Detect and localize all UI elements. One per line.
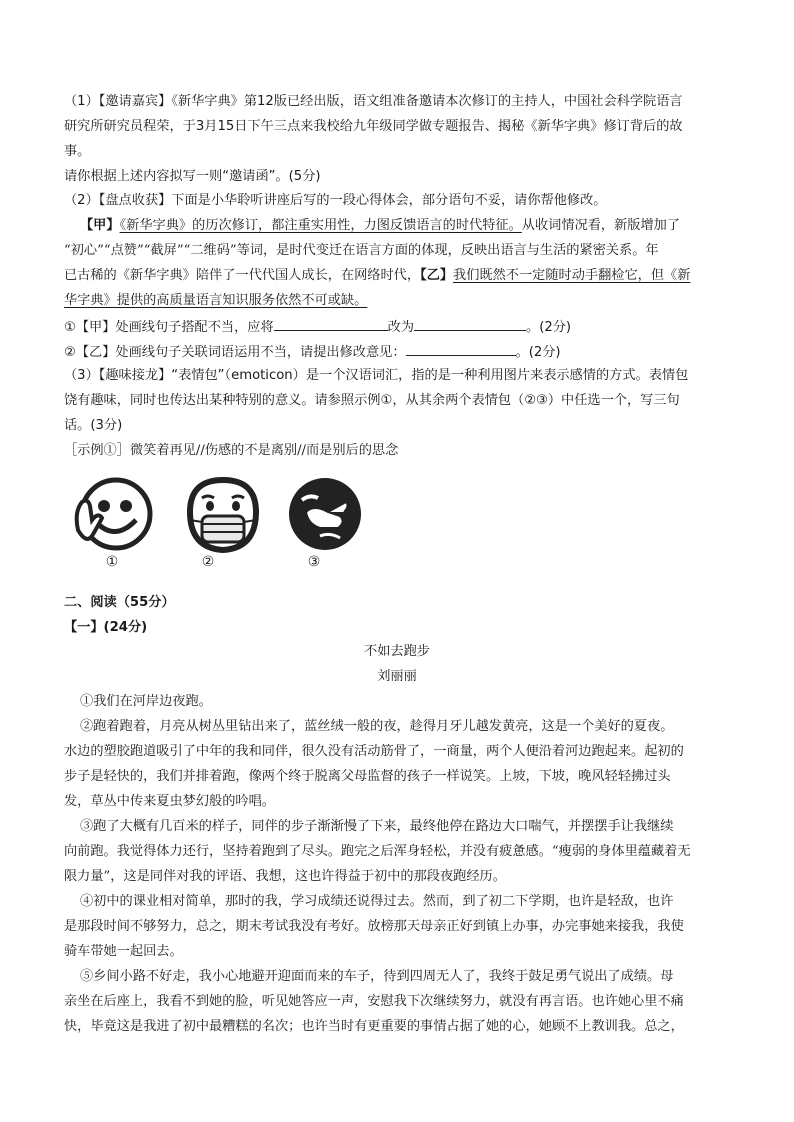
masked-face-emoticon-icon — [178, 472, 268, 562]
article-paragraph-1: ①我们在河岸边夜跑。 — [80, 694, 212, 709]
q1-line-3: 事。 — [64, 144, 91, 159]
answer-blank-3[interactable] — [406, 341, 516, 356]
q2-sub-1-mid: 改为 — [387, 320, 415, 335]
part-1-label: 【一】(24分) — [64, 620, 148, 635]
article-paragraph-3: ③跑了大概有几百米的样子，同伴的步子渐渐慢了下来，最终他停在路边大口喘气，并摆摆手让我继续 — [80, 819, 674, 834]
yi-label: 【乙】 — [420, 268, 454, 283]
article-line: 快，毕竟这是我进了初中最糟糕的名次；也许当时有更重要的事情占据了她的心，她顾不上教训我。总之， — [64, 1019, 684, 1034]
q3-line-3: 话。(3分) — [64, 418, 123, 433]
q2-para-line-4 — [64, 291, 736, 311]
article-line: 步子是轻快的，我们并排着跑，像两个终于脱离父母监督的孩子一样说笑。上坡，下坡，晚风轻轻拂过头 — [64, 769, 671, 784]
answer-blank-2[interactable] — [414, 316, 526, 331]
q2-para-line-1 — [80, 216, 736, 236]
q2-heading: （2）【盘点收获】下面是小华聆听讲座后写的一段心得体会，部分语句不妥，请你帮他修改。 — [64, 193, 607, 208]
q2-para-text: 从收词情况看，新版增加了 — [521, 218, 681, 233]
smile-wave-emoticon-icon — [68, 472, 158, 562]
q2-sub-1-score: 。(2分) — [526, 320, 572, 335]
q2-para-line-2: “初心”“点赞”“截屏”“二维码”等词，是时代变迁在语言方面的体现，反映出语言与生活的紧密关系。年 — [64, 243, 659, 258]
article-author: 刘丽丽 — [377, 669, 417, 684]
article-line: 发，草丛中传来夏虫梦幻般的吟唱。 — [64, 794, 275, 809]
section-2-heading: 二、阅读（55分） — [64, 595, 175, 610]
q1-instruction: 请你根据上述内容拟写一则“邀请函”。(5分) — [64, 169, 321, 184]
article-line: 限力量”，这是同伴对我的评语、我想，这也许得益于初中的那段夜跑经历。 — [64, 869, 506, 884]
q2-para-line-3 — [64, 266, 736, 286]
q1-line-1: （1）【邀请嘉宾】《新华字典》第12版已经出版，语文组准备邀请本次修订的主持人，中国社会科学院语言 — [64, 94, 683, 109]
q2-sub-2-score: 。(2分) — [515, 345, 561, 360]
q2-sub-1 — [64, 316, 736, 338]
yi-underlined-sentence: 我们既然不一定随时动手翻检它，但《新 — [453, 268, 691, 283]
jia-underlined-sentence: 《新华字典》的历次修订，都注重实用性，力图反馈语言的时代特征。 — [119, 218, 522, 233]
q1-line-2: 研究所研究员程荣，于3月15日下午三点来我校给九年级同学做专题报告、揭秘《新华字典》修订背后的故 — [64, 119, 683, 134]
article-paragraph-5: ⑤乡间小路不好走，我小心地避开迎面而来的车子，待到四周无人了，我终于鼓足勇气说出了成绩。母 — [80, 969, 674, 984]
yi-underlined-sentence-end: 华字典》提供的高质量语言知识服务依然不可或缺。 — [64, 293, 368, 308]
q3-line-1: （3）【趣味接龙】“表情包”（emoticon）是一个汉语词汇，指的是一种利用图片来表示感情的方式。表情包 — [64, 368, 689, 383]
answer-blank-1[interactable] — [274, 316, 388, 331]
facepalm-emoticon-icon — [280, 472, 370, 562]
article-paragraph-4: ④初中的课业相对简单，那时的我，学习成绩还说得过去。然而，到了初二下学期，也许是轻敌，也许 — [80, 894, 674, 909]
emoticon-caption-2: ② — [201, 554, 215, 570]
article-line: 亲坐在后座上，我看不到她的脸，听见她答应一声，安慰我下次继续努力，就没有再言语。也许她心里不痛 — [64, 994, 684, 1009]
q3-line-2: 饶有趣味，同时也传达出某种特别的意义。请参照示例①，从其余两个表情包（②③）中任选一个，写三句 — [64, 393, 680, 408]
article-title: 不如去跑步 — [364, 644, 430, 659]
article-paragraph-2: ②跑着跑着，月亮从树丛里钻出来了，蓝丝绒一般的夜，趁得月牙儿越发黄亮，这是一个美好的夏夜。 — [80, 719, 674, 734]
q2-sub-2 — [64, 341, 736, 363]
q3-example: ［示例①］微笑着再见//伤感的不是离别//而是别后的思念 — [64, 443, 399, 458]
q2-sub-2-text: ②【乙】处画线句子关联词语运用不当，请提出修改意见： — [64, 345, 406, 360]
jia-label: 【甲】 — [80, 218, 120, 233]
emoticon-caption-3: ③ — [307, 554, 321, 570]
article-line: 向前跑。我觉得体力还行，坚持着跑到了尽头。跑完之后浑身轻松，并没有疲惫感。“瘦弱的身体里蕴藏着无 — [64, 844, 691, 859]
article-line: 骑车带她一起回去。 — [64, 944, 183, 959]
article-line: 水边的塑胶跑道吸引了中年的我和同伴，很久没有活动筋骨了，一商量，两个人便沿着河边跑起来。起初的 — [64, 744, 684, 759]
q2-para-text: 已古稀的《新华字典》陪伴了一代代国人成长，在网络时代， — [64, 268, 421, 283]
q2-sub-1-text: ①【甲】处画线句子搭配不当，应将 — [64, 320, 274, 335]
article-line: 是那段时间不够努力，总之，期末考试我没有考好。放榜那天母亲正好到镇上办事，办完事她来接我，我使 — [64, 919, 684, 934]
emoticon-caption-1: ① — [105, 554, 119, 570]
